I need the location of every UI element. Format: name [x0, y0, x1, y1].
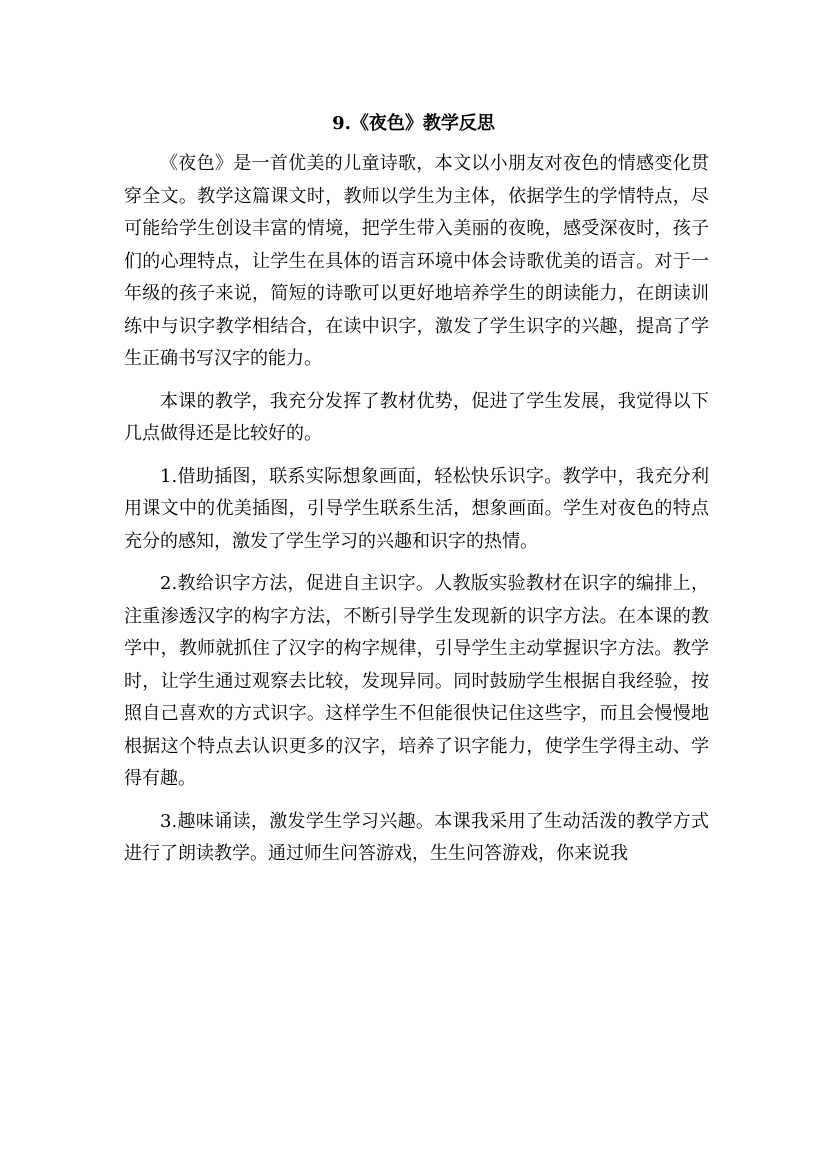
- paragraph-point-1: 1.借助插图，联系实际想象画面，轻松快乐识字。教学中，我充分利用课文中的优美插图，引导学生联系生活，想象画面。学生对夜色的特点充分的感知，激发了学生学习的兴趣和识字的热情。: [124, 465, 709, 552]
- paragraph-intro: 《夜色》是一首优美的儿童诗歌，本文以小朋友对夜色的情感变化贯穿全文。教学这篇课文时，教师以学生为主体，依据学生的学情特点，尽可能给学生创设丰富的情境，把学生带入美丽的夜晚，感受深夜时，孩子们的心理特点，让学生在具体的语言环境中体会诗歌优美的语言。对于一年级的孩子来说，简短的诗歌可以更好地培养学生的朗读能力，在朗读训练中与识字教学相结合，在读中识字，激发了学生识字的兴趣，提高了学生正确书写汉字的能力。: [124, 153, 709, 369]
- document-body: [124, 148, 709, 881]
- paragraph-point-2: 2.教给识字方法，促进自主识字。人教版实验教材在识字的编排上，注重渗透汉字的构字方法，不断引导学生发现新的识字方法。在本课的教学中，教师就抓住了汉字的构字规律，引导学生主动掌握识字方法。教学时，让学生通过观察去比较，发现异同。同时鼓励学生根据自我经验，按照自己喜欢的方式识字。这样学生不但能很快记住这些字，而且会慢慢地根据这个特点去认识更多的汉字，培养了识字能力，使学生学得主动、学得有趣。: [124, 573, 709, 789]
- paragraph-summary: 本课的教学，我充分发挥了教材优势，促进了学生发展，我觉得以下几点做得还是比较好的。: [124, 390, 709, 444]
- document-title: 9.《夜色》教学反思: [332, 113, 495, 134]
- paragraph-point-3: 3.趣味诵读，激发学生学习兴趣。本课我采用了生动活泼的教学方式进行了朗读教学。通过师生问答游戏，生生问答游戏，你来说我: [124, 810, 709, 864]
